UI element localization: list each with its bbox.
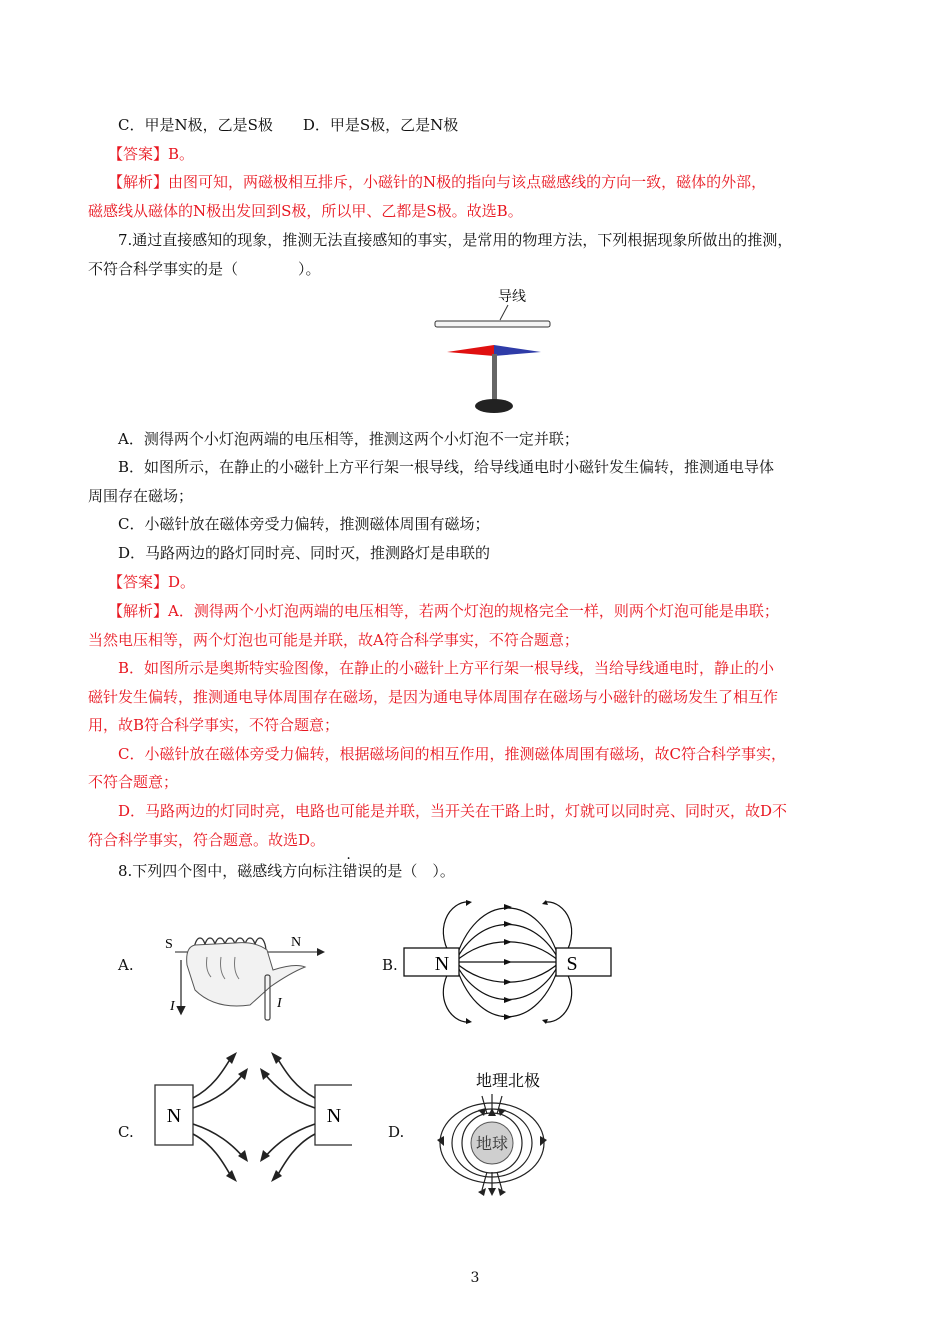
field-arrows — [226, 1052, 282, 1182]
geographic-north-label: 地理北极 — [475, 1071, 541, 1090]
magnet-n-bar — [404, 948, 459, 976]
option-b-label: B. — [382, 956, 398, 974]
needle-north-half — [447, 345, 494, 356]
analysis-text: A．测得两个小灯泡两端的电压相等，若两个灯泡的规格完全一样，则两个灯泡可能是串联； — [168, 602, 779, 620]
q7-analysis-d-line-1: D．马路两边的灯同时亮，电路也可能是并联，当开关在干路上时，灯就可以同时亮、同时灭，故D不 — [118, 802, 788, 820]
q7-analysis-b-line-3: 用，故B符合科学事实，不符合题意； — [88, 716, 340, 734]
current-label-left: I — [170, 999, 175, 1014]
q7-option-a: A．测得两个小灯泡两端的电压相等，推测这两个小灯泡不一定并联； — [118, 430, 579, 448]
option-d-label: D. — [388, 1123, 405, 1141]
figure-d-earth-field — [432, 1068, 557, 1198]
stem-text: 8.下列四个图中，磁感线方向标注 — [118, 862, 343, 880]
answer-value: D。 — [168, 573, 196, 591]
q7-option-c: C．小磁针放在磁体旁受力偏转，推测磁体周围有磁场； — [118, 515, 490, 533]
q7-option-d: D．马路两边的路灯同时亮、同时灭，推测路灯是串联的 — [118, 544, 491, 562]
magnet-left-label: N — [166, 1105, 182, 1127]
q7-analysis-c-line-2: 不符合题意； — [88, 773, 179, 791]
stand-base — [475, 399, 513, 413]
figure-a-solenoid-hand — [155, 915, 335, 1030]
pole-s-label: S — [165, 937, 173, 952]
q7-option-b-line-2: 周围存在磁场； — [88, 487, 194, 505]
wire — [435, 321, 550, 327]
q7-analysis-c-line-1: C．小磁针放在磁体旁受力偏转，根据磁场间的相互作用，推测磁体周围有磁场，故C符合科学事实， — [118, 745, 786, 763]
answer-tag: 【答案】 — [108, 573, 169, 591]
field-lines — [193, 1056, 315, 1178]
oersted-figure — [430, 282, 560, 417]
analysis-tag: 【解析】 — [108, 173, 169, 191]
magnet-n-label: N — [434, 953, 450, 975]
magnet-right-label: N — [326, 1105, 342, 1127]
current-label-right: I — [277, 996, 282, 1011]
analysis-text: 由图可知，两磁极相互排斥，小磁针的N极的指向与该点磁感线的方向一致，磁体的外部， — [168, 173, 767, 191]
option-c-label: C. — [118, 1123, 134, 1141]
earth-label: 地球 — [475, 1134, 509, 1153]
option-a-label: A. — [118, 956, 134, 974]
analysis-tag: 【解析】 — [108, 602, 169, 620]
pole-n-label: N — [291, 935, 302, 950]
magnet-s-bar — [556, 948, 611, 976]
q6-options-cd: C．甲是N极，乙是S极 D．甲是S极，乙是N极 — [118, 116, 459, 134]
figure-c-like-poles — [152, 1048, 352, 1186]
q7-analysis-a-line-1 — [108, 600, 888, 622]
emphasis-word: 错误 — [342, 862, 373, 880]
q7-option-b-line-1: B．如图所示，在静止的小磁针上方平行架一根导线，给导线通电时小磁针发生偏转，推测通电导体 — [118, 458, 775, 476]
q7-analysis-b-line-1: B．如图所示是奥斯特实验图像，在静止的小磁针上方平行架一根导线，当给导线通电时，静止的小 — [118, 659, 775, 677]
stem-text-end: 的是（ ）。 — [372, 862, 455, 880]
q7-analysis-b-line-2: 磁针发生偏转，推测通电导体周围存在磁场，是因为通电导体周围存在磁场与小磁针的磁场发生了相互作 — [88, 688, 779, 706]
q7-stem-line-2: 不符合科学事实的是（ ）。 — [88, 260, 321, 278]
q7-analysis-d-line-2: 符合科学事实，符合题意。故选D。 — [88, 831, 326, 849]
q6-answer — [108, 143, 888, 165]
needle-stand — [492, 354, 497, 404]
magnet-s-label: S — [566, 953, 578, 975]
page-number: 3 — [470, 1270, 480, 1286]
wire-label: 导线 — [498, 289, 526, 305]
q7-answer — [108, 571, 888, 593]
answer-tag: 【答案】 — [108, 145, 169, 163]
q6-analysis-line-1 — [108, 171, 888, 193]
q7-stem-line-1: 7.通过直接感知的现象，推测无法直接感知的事实，是常用的物理方法，下列根据现象所做出的推测， — [118, 231, 793, 249]
q8-stem — [118, 860, 868, 882]
answer-value: B。 — [168, 145, 195, 163]
q6-analysis-line-2: 磁感线从磁体的N极出发回到S极，所以甲、乙都是S极。故选B。 — [88, 202, 523, 220]
figure-b-bar-magnets — [400, 890, 615, 1035]
q7-analysis-a-line-2: 当然电压相等，两个灯泡也可能是并联，故A符合科学事实，不符合题意； — [88, 631, 579, 649]
needle-south-half — [494, 345, 541, 356]
label-leader — [500, 305, 508, 320]
